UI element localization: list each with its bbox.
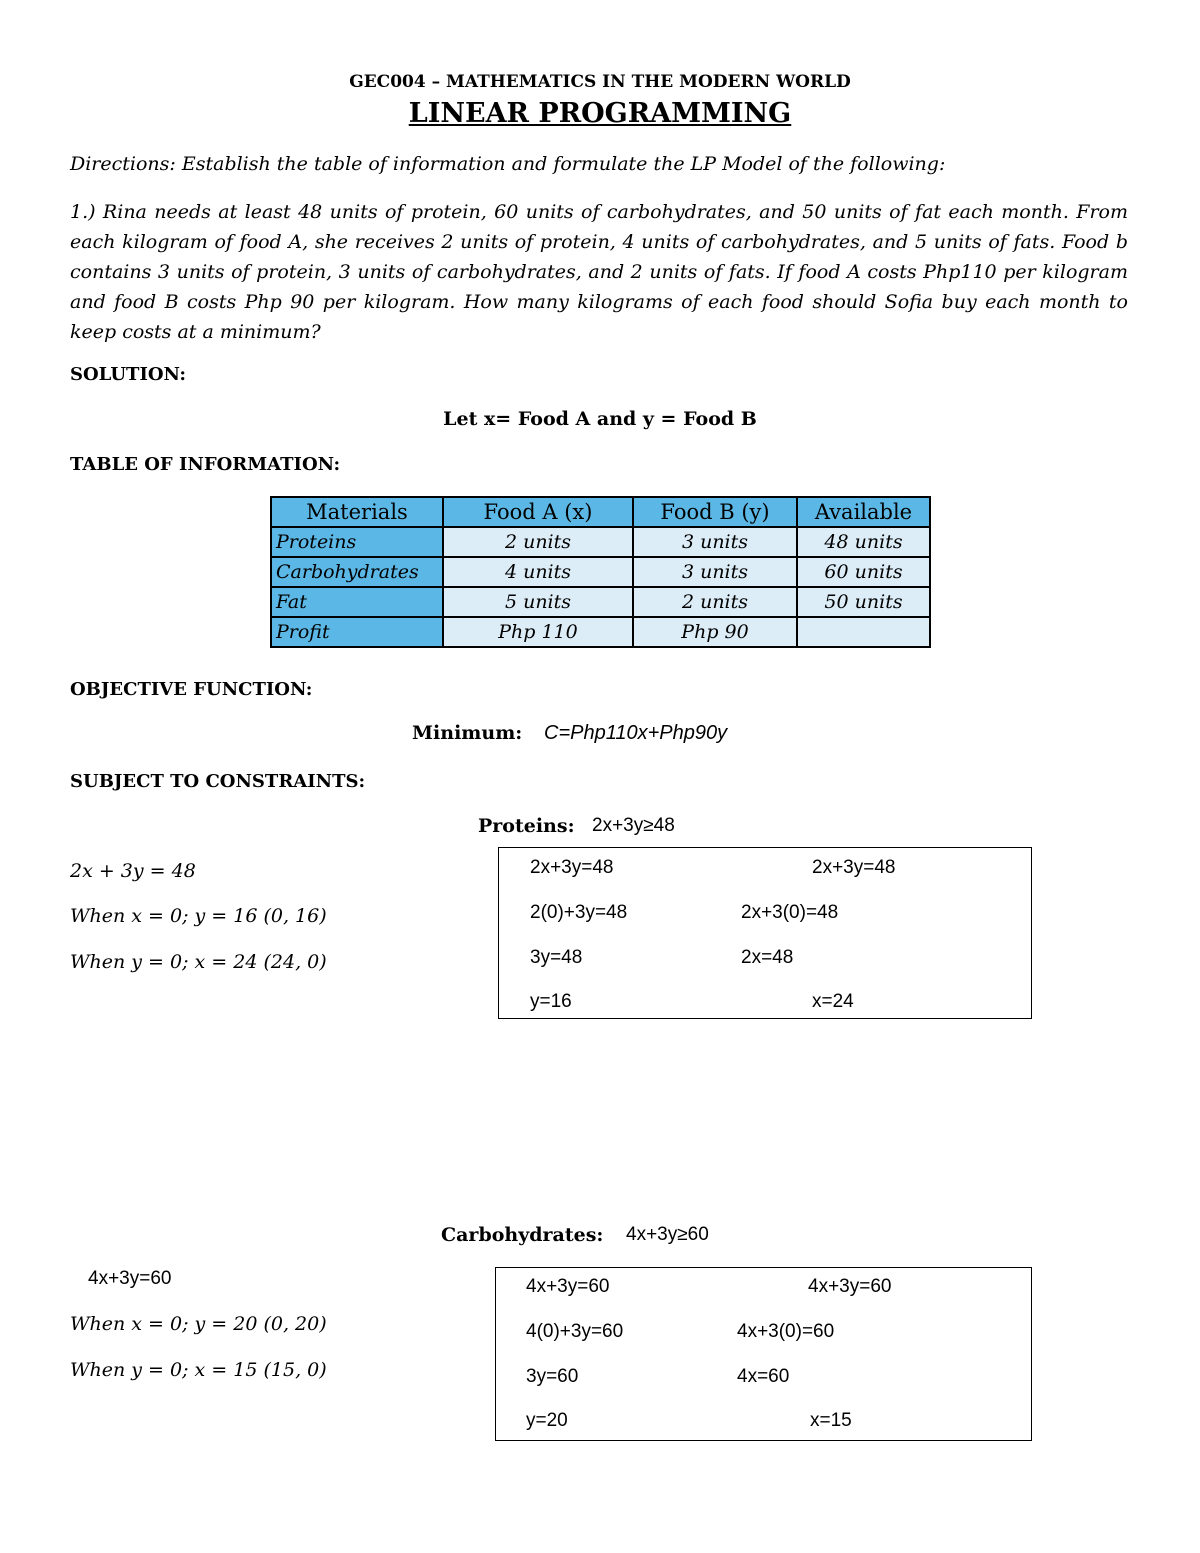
table-row	[271, 527, 930, 557]
row-label: Fat	[271, 587, 443, 617]
objective-heading: OBJECTIVE FUNCTION:	[70, 679, 313, 700]
table-cell: 4 units	[443, 557, 633, 587]
proteins-step: 2x+3(0)=48	[741, 902, 839, 923]
proteins-step: 2(0)+3y=48	[530, 902, 628, 923]
carbohydrates-step: 4x+3(0)=60	[737, 1321, 835, 1342]
proteins-step: x=24	[812, 991, 854, 1012]
proteins-step: 2x+3y=48	[812, 857, 896, 878]
table-cell: 60 units	[797, 557, 930, 587]
objective-equation: C=Php110x+Php90y	[544, 722, 728, 744]
table-cell: 3 units	[633, 557, 797, 587]
table-cell: Php 90	[633, 617, 797, 647]
solution-heading: SOLUTION:	[70, 364, 186, 385]
objective-label: Minimum:	[412, 722, 523, 744]
proteins-intercept-x: When y = 0; x = 24 (24, 0)	[70, 951, 327, 973]
variable-definition: Let x= Food A and y = Food B	[443, 408, 757, 430]
table-heading: TABLE OF INFORMATION:	[70, 454, 341, 475]
header-cell: Food A (x)	[443, 497, 633, 527]
carbohydrates-label: Carbohydrates:	[441, 1224, 604, 1246]
table-cell: 3 units	[633, 527, 797, 557]
carbohydrates-step: 3y=60	[526, 1366, 579, 1387]
table-cell: 48 units	[797, 527, 930, 557]
table-cell: 2 units	[633, 587, 797, 617]
table-cell: 5 units	[443, 587, 633, 617]
table-cell: Php 110	[443, 617, 633, 647]
information-table	[270, 496, 931, 648]
proteins-step: 3y=48	[530, 947, 583, 968]
row-label: Proteins	[271, 527, 443, 557]
carbohydrates-intercept-x: When y = 0; x = 15 (15, 0)	[70, 1359, 327, 1381]
proteins-inequality: 2x+3y≥48	[592, 815, 675, 836]
problem-statement: 1.) Rina needs at least 48 units of protein, 60 units of carbohydrates, and 50 units of fat each month. From each kilogram of food A, she receives 2 units of protein, 4 units of carbohydrates, and 5 units of fats. Food b contains 3 units of protein, 3 units of carbohydrates, and 2 units of fats. If food A costs Php110 per kilogram and food B costs Php 90 per kilogram. How many kilograms of each food should Sofia buy each month to keep costs at a minimum?	[70, 201, 1128, 343]
carbohydrates-step: 4x+3y=60	[526, 1276, 610, 1297]
proteins-step: 2x=48	[741, 947, 794, 968]
constraints-heading: SUBJECT TO CONSTRAINTS:	[70, 771, 366, 792]
directions-text: Directions: Establish the table of information and formulate the LP Model of the following:	[70, 153, 946, 175]
carbohydrates-line-equation: 4x+3y=60	[88, 1268, 172, 1289]
proteins-intercept-y: When x = 0; y = 16 (0, 16)	[70, 905, 327, 927]
header-cell: Materials	[271, 497, 443, 527]
carbohydrates-step: y=20	[526, 1410, 568, 1431]
page-title: LINEAR PROGRAMMING	[408, 98, 792, 129]
table-header-row	[271, 497, 930, 527]
proteins-label: Proteins:	[478, 815, 575, 837]
table-cell	[797, 617, 930, 647]
proteins-step: 2x+3y=48	[530, 857, 614, 878]
carbohydrates-step: x=15	[810, 1410, 852, 1431]
row-label: Profit	[271, 617, 443, 647]
table-row	[271, 617, 930, 647]
proteins-step: y=16	[530, 991, 572, 1012]
carbohydrates-inequality: 4x+3y≥60	[626, 1224, 709, 1245]
header-cell: Food B (y)	[633, 497, 797, 527]
carbohydrates-step: 4x=60	[737, 1366, 790, 1387]
table-row	[271, 587, 930, 617]
table-row	[271, 557, 930, 587]
row-label: Carbohydrates	[271, 557, 443, 587]
table-cell: 50 units	[797, 587, 930, 617]
header-cell: Available	[797, 497, 930, 527]
proteins-line-equation: 2x + 3y = 48	[70, 860, 196, 882]
course-title: GEC004 – MATHEMATICS IN THE MODERN WORLD	[349, 72, 851, 92]
carbohydrates-intercept-y: When x = 0; y = 20 (0, 20)	[70, 1313, 327, 1335]
carbohydrates-step: 4x+3y=60	[808, 1276, 892, 1297]
carbohydrates-step: 4(0)+3y=60	[526, 1321, 624, 1342]
table-cell: 2 units	[443, 527, 633, 557]
